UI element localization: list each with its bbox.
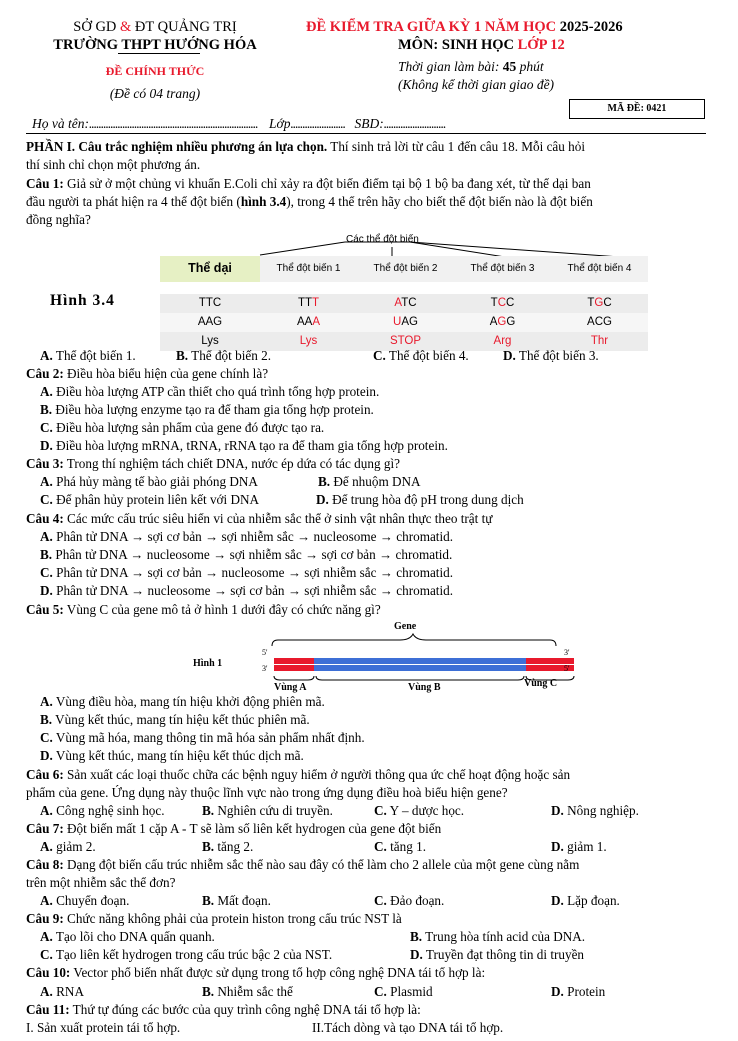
q1-line3: đồng nghĩa?: [26, 212, 91, 227]
codon-cell: AAA: [296, 316, 320, 329]
q8-option-a[interactable]: A. Chuyển đoạn.: [40, 893, 130, 908]
q4-option-a[interactable]: A. Phân tử DNA → sợi cơ bản → sợi nhiễm sắc → nucleosome → chromatid.: [40, 529, 454, 544]
subject-line: MÔN: SINH HỌC LỚP 12: [398, 37, 565, 53]
q11-stem: Câu 11: Thứ tự đúng các bước của quy trình công nghệ DNA tái tổ hợp là:: [26, 1002, 421, 1017]
page-count: (Đề có 04 trang): [109, 86, 201, 101]
q2-option-b[interactable]: B. Điều hòa lượng enzyme tạo ra để tham gia tổng hợp protein.: [40, 402, 374, 417]
q6-option-c[interactable]: C. Y – dược học.: [374, 803, 465, 818]
codon-cell: TGC: [587, 297, 612, 310]
col-mutant-3: Thể đột biến 3: [454, 256, 551, 282]
q11-step-2: II.Tách dòng và tạo DNA tái tổ hợp.: [312, 1020, 504, 1035]
q1-option-d[interactable]: D. Thể đột biến 3.: [503, 348, 599, 363]
strand-5-prime-bottom: 5': [564, 664, 570, 673]
q7-option-d[interactable]: D. giảm 1.: [551, 839, 607, 854]
q4-stem: Câu 4: Các mức cấu trúc siêu hiển vi của nhiễm sắc thể ở sinh vật nhân thực theo trật tự: [26, 511, 493, 526]
q6-stem-2: phẩm của gene. Ứng dụng này thuộc lĩnh vực nào trong ứng dụng điều hoà biểu hiện gene?: [26, 785, 508, 800]
col-mutant-1: Thể đột biến 1: [260, 256, 357, 282]
q5-option-c[interactable]: C. Vùng mã hóa, mang thông tin mã hóa sản phẩm nhất định.: [40, 730, 365, 745]
mutant-caption: Các thể đột biến: [346, 234, 419, 245]
q1-option-c[interactable]: C. Thể đột biến 4.: [373, 348, 469, 363]
figure-1-label: Hình 1: [193, 658, 223, 669]
codon-cell: TCC: [490, 297, 515, 310]
q4-option-c[interactable]: C. Phân tử DNA → sợi cơ bản → nucleosome → sợi nhiễm sắc → chromatid.: [40, 565, 454, 580]
official-label: ĐỀ CHÍNH THỨC: [105, 64, 205, 78]
q3-stem: Câu 3: Trong thí nghiệm tách chiết DNA, nước ép dứa có tác dụng gì?: [26, 456, 400, 471]
q9-option-b[interactable]: B. Trung hòa tính acid của DNA.: [410, 929, 586, 944]
dept-line: SỞ GD & ĐT QUẢNG TRỊ: [73, 19, 237, 35]
time-note: (Không kể thời gian giao đề): [398, 77, 555, 92]
q3-option-c[interactable]: C. Để phân hủy protein liên kết với DNA: [40, 492, 260, 507]
codon-row-1: [160, 294, 648, 313]
q7-option-b[interactable]: B. tăng 2.: [202, 839, 254, 854]
codon-table: [160, 256, 648, 351]
q10-option-b[interactable]: B. Nhiễm sắc thể: [202, 984, 293, 999]
q9-stem: Câu 9: Chức năng không phải của protein histon trong cấu trúc NST là: [26, 911, 402, 926]
figure-3-4-label: Hình 3.4: [50, 292, 115, 309]
codon-cell: ATC: [394, 297, 417, 310]
codon-cell: TTC: [198, 297, 222, 310]
q8-option-c[interactable]: C. Đảo đoạn.: [374, 893, 445, 908]
q11-step-1: I. Sản xuất protein tái tổ hợp.: [26, 1020, 181, 1035]
amino-cell: STOP: [389, 335, 422, 348]
gene-label: Gene: [394, 621, 417, 632]
q9-option-a[interactable]: A. Tạo lõi cho DNA quấn quanh.: [40, 929, 215, 944]
q10-option-a[interactable]: A. RNA: [40, 984, 84, 999]
exam-code-box: MÃ ĐỀ: 0421: [569, 99, 705, 119]
q8-stem-1: Câu 8: Dạng đột biến cấu trúc nhiễm sắc thể nào sau đây có thể làm cho 2 allele của một gene cùng nằm: [26, 857, 580, 872]
amino-cell: Arg: [493, 335, 512, 348]
q7-stem: Câu 7: Đột biến mất 1 cặp A - T sẽ làm số liên kết hydrogen của gene đột biến: [26, 821, 442, 836]
q6-stem-1: Câu 6: Sản xuất các loại thuốc chữa các bệnh nguy hiểm ở người thông qua ức chế hoạt động hoặc sản: [26, 767, 571, 782]
q1-option-b[interactable]: B. Thể đột biến 2.: [176, 348, 271, 363]
q6-option-a[interactable]: A. Công nghệ sinh học.: [40, 803, 165, 818]
figure-1: [180, 618, 580, 696]
q9-option-d[interactable]: D. Truyền đạt thông tin di truyền: [410, 947, 585, 962]
codon-row-2: [160, 313, 648, 332]
strand-5-prime-top: 5': [262, 648, 268, 657]
strand-3-prime-bottom: 3': [262, 664, 268, 673]
q5-option-b[interactable]: B. Vùng kết thúc, mang tín hiệu kết thúc phiên mã.: [40, 712, 310, 727]
amino-cell: Lys: [299, 335, 318, 348]
q4-option-d[interactable]: D. Phân tử DNA → nucleosome → sợi cơ bản → sợi nhiễm sắc → chromatid.: [40, 583, 454, 598]
header-divider: [26, 133, 706, 134]
region-b-label: Vùng B: [408, 682, 441, 693]
candidate-line: Họ và tên:....................................................................... Lớp....................... SBD:..........................: [32, 116, 446, 131]
amino-cell: Lys: [201, 335, 219, 348]
amino-cell: Thr: [590, 335, 609, 348]
q10-stem: Câu 10: Vector phổ biến nhất được sử dụng trong tổ hợp công nghệ DNA tái tổ hợp là:: [26, 965, 486, 980]
q2-stem: Câu 2: Điều hòa biểu hiện của gene chính là?: [26, 366, 269, 381]
q10-option-d[interactable]: D. Protein: [551, 984, 606, 999]
q3-option-d[interactable]: D. Để trung hòa độ pH trong dung dịch: [316, 492, 524, 507]
q8-option-b[interactable]: B. Mất đoạn.: [202, 893, 271, 908]
q6-option-d[interactable]: D. Nông nghiệp.: [551, 803, 639, 818]
q2-option-a[interactable]: A. Điều hòa lượng ATP cần thiết cho quá trình tổng hợp protein.: [40, 384, 380, 399]
time-line: Thời gian làm bài: 45 phút: [398, 59, 544, 74]
q3-option-b[interactable]: B. Để nhuộm DNA: [318, 474, 421, 489]
q4-option-b[interactable]: B. Phân tử DNA → nucleosome → sợi nhiễm sắc → sợi cơ bản → chromatid.: [40, 547, 453, 562]
col-mutant-2: Thể đột biến 2: [357, 256, 454, 282]
q10-option-c[interactable]: C. Plasmid: [374, 984, 433, 999]
q7-option-a[interactable]: A. giảm 2.: [40, 839, 96, 854]
school-underline: [118, 53, 200, 54]
col-wild-type: Thể dại: [160, 256, 260, 282]
codon-cell: ACG: [587, 316, 612, 329]
q9-option-c[interactable]: C. Tạo liên kết hydrogen trong cấu trúc bậc 2 của NST.: [40, 947, 333, 962]
col-mutant-4: Thể đột biến 4: [551, 256, 648, 282]
q2-option-d[interactable]: D. Điều hòa lượng mRNA, tRNA, rRNA tạo ra để tham gia tổng hợp protein.: [40, 438, 448, 453]
part1-line1: PHẦN I. Câu trắc nghiệm nhiều phương án lựa chọn. Thí sinh trả lời từ câu 1 đến câu 18. Mỗi câu hỏi: [26, 139, 586, 154]
strand-3-prime-top: 3': [564, 648, 570, 657]
school-name: TRƯỜNG THPT HƯỚNG HÓA: [53, 37, 257, 53]
part1-line2: thí sinh chỉ chọn một phương án.: [26, 157, 201, 172]
q5-option-a[interactable]: A. Vùng điều hòa, mang tín hiệu khởi động phiên mã.: [40, 694, 325, 709]
exam-title: ĐỀ KIỂM TRA GIỮA KỲ 1 NĂM HỌC 2025-2026: [306, 19, 623, 35]
region-c-label: Vùng C: [524, 678, 558, 689]
q6-option-b[interactable]: B. Nghiên cứu di truyền.: [202, 803, 333, 818]
codon-cell: TTT: [297, 297, 320, 310]
codon-cell: AGG: [489, 316, 516, 329]
q1-line1: Câu 1: Giả sử ở một chủng vi khuẩn E.Coli chỉ xảy ra đột biến điểm tại bộ 1 bộ ba đang xét, từ thể dại ban: [26, 176, 591, 191]
q3-option-a[interactable]: A. Phá hủy màng tế bào giải phóng DNA: [40, 474, 258, 489]
region-a-label: Vùng A: [274, 682, 307, 693]
q2-option-c[interactable]: C. Điều hòa lượng sản phẩm của gene đó được tạo ra.: [40, 420, 325, 435]
q1-line2: đầu người ta phát hiện ra 4 thể đột biến (hình 3.4), trong 4 thể trên hãy cho biết thể đột biến nào là đột biến: [26, 194, 593, 209]
codon-cell: UAG: [393, 316, 418, 329]
q7-option-c[interactable]: C. tăng 1.: [374, 839, 427, 854]
q8-option-d[interactable]: D. Lặp đoạn.: [551, 893, 620, 908]
q8-stem-2: trên một nhiễm sắc thể đơn?: [26, 875, 176, 890]
q1-option-a[interactable]: A. Thể đột biến 1.: [40, 348, 136, 363]
codon-cell: AAG: [197, 316, 223, 329]
q5-stem: Câu 5: Vùng C của gene mô tả ở hình 1 dưới đây có chức năng gì?: [26, 602, 381, 617]
q5-option-d[interactable]: D. Vùng kết thúc, mang tín hiệu kết thúc dịch mã.: [40, 748, 304, 763]
